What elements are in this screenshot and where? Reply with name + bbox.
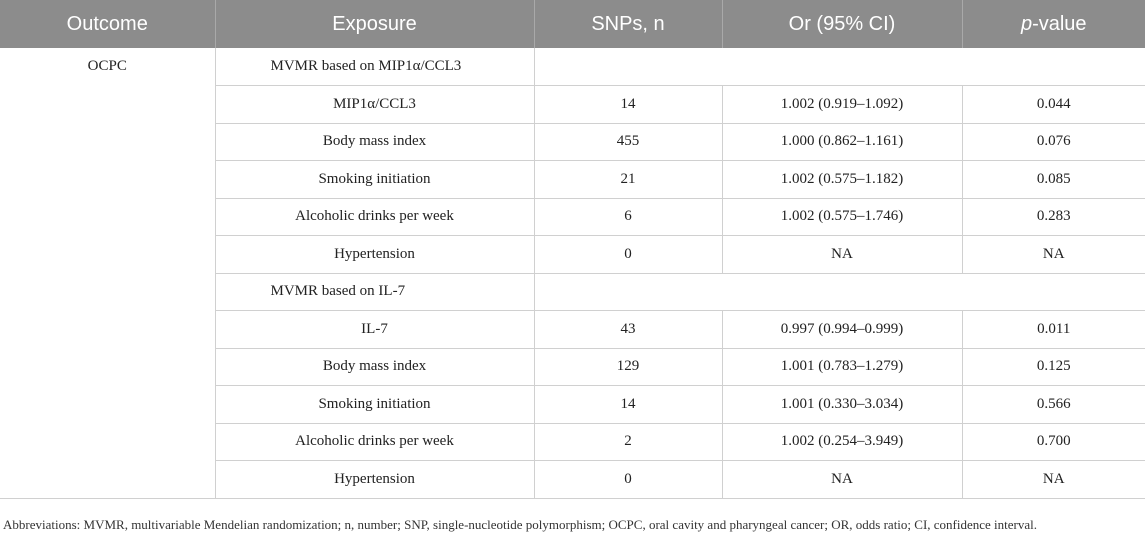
exposure-cell: Alcoholic drinks per week: [215, 423, 534, 461]
p-cell: 0.044: [962, 86, 1145, 124]
header-row: [0, 0, 1145, 48]
header-snps: SNPs, n: [534, 0, 722, 48]
p-cell: 0.566: [962, 386, 1145, 424]
or-cell: 1.001 (0.783–1.279): [722, 348, 962, 386]
group-spacer: [534, 273, 1145, 311]
p-cell: 0.011: [962, 311, 1145, 349]
outcome-cell: OCPC: [0, 48, 215, 498]
snps-cell: 6: [534, 198, 722, 236]
exposure-cell: MIP1α/CCL3: [215, 86, 534, 124]
p-cell: 0.283: [962, 198, 1145, 236]
exposure-cell: Smoking initiation: [215, 386, 534, 424]
exposure-cell: Hypertension: [215, 461, 534, 499]
exposure-cell: Hypertension: [215, 236, 534, 274]
snps-cell: 14: [534, 86, 722, 124]
snps-cell: 2: [534, 423, 722, 461]
exposure-cell: Alcoholic drinks per week: [215, 198, 534, 236]
header-outcome: Outcome: [0, 0, 215, 48]
group-spacer: [534, 48, 1145, 86]
p-cell: 0.076: [962, 123, 1145, 161]
or-cell: 1.002 (0.575–1.746): [722, 198, 962, 236]
header-p-rest: -value: [1032, 12, 1087, 35]
snps-cell: 43: [534, 311, 722, 349]
p-cell: NA: [962, 236, 1145, 274]
or-cell: NA: [722, 461, 962, 499]
or-cell: 1.002 (0.254–3.949): [722, 423, 962, 461]
snps-cell: 0: [534, 461, 722, 499]
or-cell: 1.001 (0.330–3.034): [722, 386, 962, 424]
snps-cell: 21: [534, 161, 722, 199]
snps-cell: 14: [534, 386, 722, 424]
or-cell: 1.000 (0.862–1.161): [722, 123, 962, 161]
snps-cell: 455: [534, 123, 722, 161]
p-cell: 0.085: [962, 161, 1145, 199]
or-cell: NA: [722, 236, 962, 274]
group-row: [0, 48, 1145, 86]
header-exposure: Exposure: [215, 0, 534, 48]
snps-cell: 129: [534, 348, 722, 386]
or-cell: 0.997 (0.994–0.999): [722, 311, 962, 349]
p-cell: 0.125: [962, 348, 1145, 386]
exposure-cell: Smoking initiation: [215, 161, 534, 199]
header-p-value: [962, 0, 1145, 48]
header-p-italic: p: [1020, 12, 1033, 35]
abbreviations-footnote: Abbreviations: MVMR, multivariable Mendelian randomization; n, number; SNP, single-nucleotide polymorphism; OCPC, oral cavity and pharyngeal cancer; OR, odds ratio; CI, confidence interval.: [3, 517, 1038, 532]
exposure-cell: Body mass index: [215, 123, 534, 161]
exposure-cell: Body mass index: [215, 348, 534, 386]
snps-cell: 0: [534, 236, 722, 274]
exposure-cell: IL-7: [215, 311, 534, 349]
header-or: Or (95% CI): [722, 0, 962, 48]
p-cell: NA: [962, 461, 1145, 499]
group-label: MVMR based on IL-7: [215, 273, 534, 311]
p-cell: 0.700: [962, 423, 1145, 461]
or-cell: 1.002 (0.919–1.092): [722, 86, 962, 124]
group-label: MVMR based on MIP1α/CCL3: [215, 48, 534, 86]
or-cell: 1.002 (0.575–1.182): [722, 161, 962, 199]
